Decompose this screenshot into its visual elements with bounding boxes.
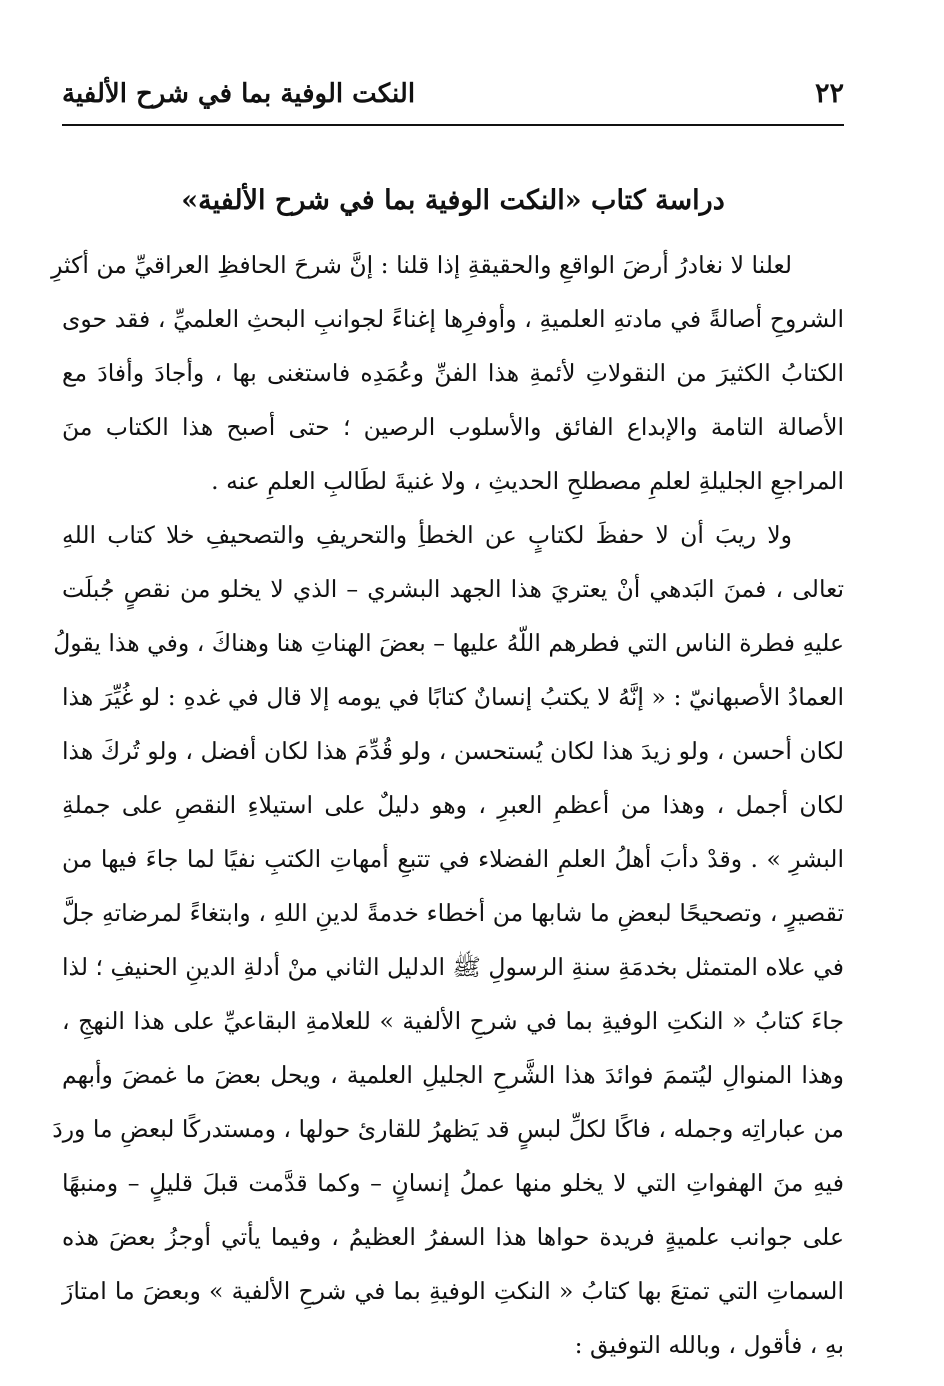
text-line: تقصيرٍ ، وتصحيحًا لبعضِ ما شابها من أخطاء خدمةً لدينِ اللهِ ، وابتغاءً لمرضاتهِ جلَّ <box>62 899 844 927</box>
text-line: جاءَ كتابُ « النكتِ الوفيةِ بما في شرحِ الألفية » للعلامةِ البقاعيِّ على هذا النهجِ ، <box>62 1007 844 1035</box>
text-line: الأصالة التامة والإبداع الفائق والأسلوب الرصين ؛ حتى أصبح هذا الكتاب منَ <box>62 413 844 441</box>
text-line: من عباراتِه وجمله ، فاكًا لكلِّ لبسٍ قد يَظهرُ للقارئ حولها ، ومستدركًا لبعضِ ما وردَ <box>52 1115 844 1143</box>
section-heading: دراسة كتاب «النكت الوفية بما في شرح الألفية» <box>181 185 725 216</box>
text-line: فيهِ منَ الهفواتِ التي لا يخلو منها عملُ إنسانٍ – وكما قدَّمت قبلَ قليلٍ – ومنبهًا <box>62 1169 844 1197</box>
text-line: لكان أجمل ، وهذا من أعظمِ العبرِ ، وهو دليلٌ على استيلاءِ النقصِ على جملةِ <box>62 791 844 819</box>
page-number: ٢٢ <box>814 78 844 109</box>
running-header-title: النكت الوفية بما في شرح الألفية <box>62 79 416 109</box>
text-line: البشرِ » . وقدْ دأبَ أهلُ العلمِ الفضلاء في تتبعِ أمهاتِ الكتبِ نفيًا لما جاءَ فيها من <box>62 845 844 873</box>
text-line: تعالى ، فمنَ البَدهي أنْ يعتريَ هذا الجهد البشري – الذي لا يخلو من نقصٍ جُبلَت <box>62 575 844 603</box>
text-line: ولا ريبَ أن لا حفظَ لكتابٍ عن الخطأِ والتحريفِ والتصحيفِ خلا كتاب اللهِ <box>62 521 792 549</box>
text-line: في علاه المتمثل بخدمَةِ سنةِ الرسولِ ﷺ الدليل الثاني منْ أدلةِ الدينِ الحنيفِ ؛ لذا <box>62 953 844 981</box>
text-line: السماتِ التي تمتعَ بها كتابُ « النكتِ الوفيةِ بما في شرحِ الألفية » وبعضَ ما امتازَ <box>62 1277 844 1305</box>
text-line: لعلنا لا نغادرُ أرضَ الواقعِ والحقيقةِ إذا قلنا : إنَّ شرحَ الحافظِ العراقيِّ من أكثرِ <box>51 251 792 279</box>
text-line: على جوانب علميةٍ فريدة حواها هذا السفرُ العظيمُ ، وفيما يأتي أوجزُ بعضَ هذه <box>62 1223 844 1251</box>
text-line: المراجعِ الجليلةِ لعلمِ مصطلحِ الحديثِ ، ولا غنيةَ لطَالبِ العلمِ عنه . <box>211 467 844 495</box>
paragraph-2 <box>52 508 844 1372</box>
body-text <box>51 238 844 1372</box>
header-divider <box>62 124 844 126</box>
text-line: العمادُ الأصبهانيّ : « إنَّهُ لا يكتبُ إنسانٌ كتابًا في يومه إلا قال في غدهِ : لو غُيِّرَ هذا <box>62 683 844 711</box>
text-line: عليهِ فطرة الناس التي فطرهم اللّهُ عليها – بعضَ الهناتِ هنا وهناكَ ، وفي هذا يقولُ <box>53 629 844 657</box>
text-line: وهذا المنوالِ ليُتممَ فوائدَ هذا الشَّرحِ الجليلِ العلمية ، ويحل بعضَ ما غمضَ وأبهم <box>62 1061 844 1089</box>
paragraph-1 <box>51 238 844 508</box>
text-line: لكان أحسن ، ولو زيدَ هذا لكان يُستحسن ، ولو قُدِّمَ هذا لكان أفضل ، ولو تُركَ هذا <box>62 737 844 765</box>
text-line: الشروحِ أصالةً في مادتهِ العلميةِ ، وأوفرِها إغناءً لجوانبِ البحثِ العلميِّ ، فقد حوى <box>62 305 844 333</box>
running-header <box>62 74 844 114</box>
text-line: الكتابُ الكثيرَ من النقولاتِ لأئمةِ هذا الفنِّ وعُمَدِه فاستغنى بها ، وأجادَ وأفادَ مع <box>62 359 844 387</box>
text-line: بهِ ، فأقول ، وبالله التوفيق : <box>574 1331 844 1359</box>
